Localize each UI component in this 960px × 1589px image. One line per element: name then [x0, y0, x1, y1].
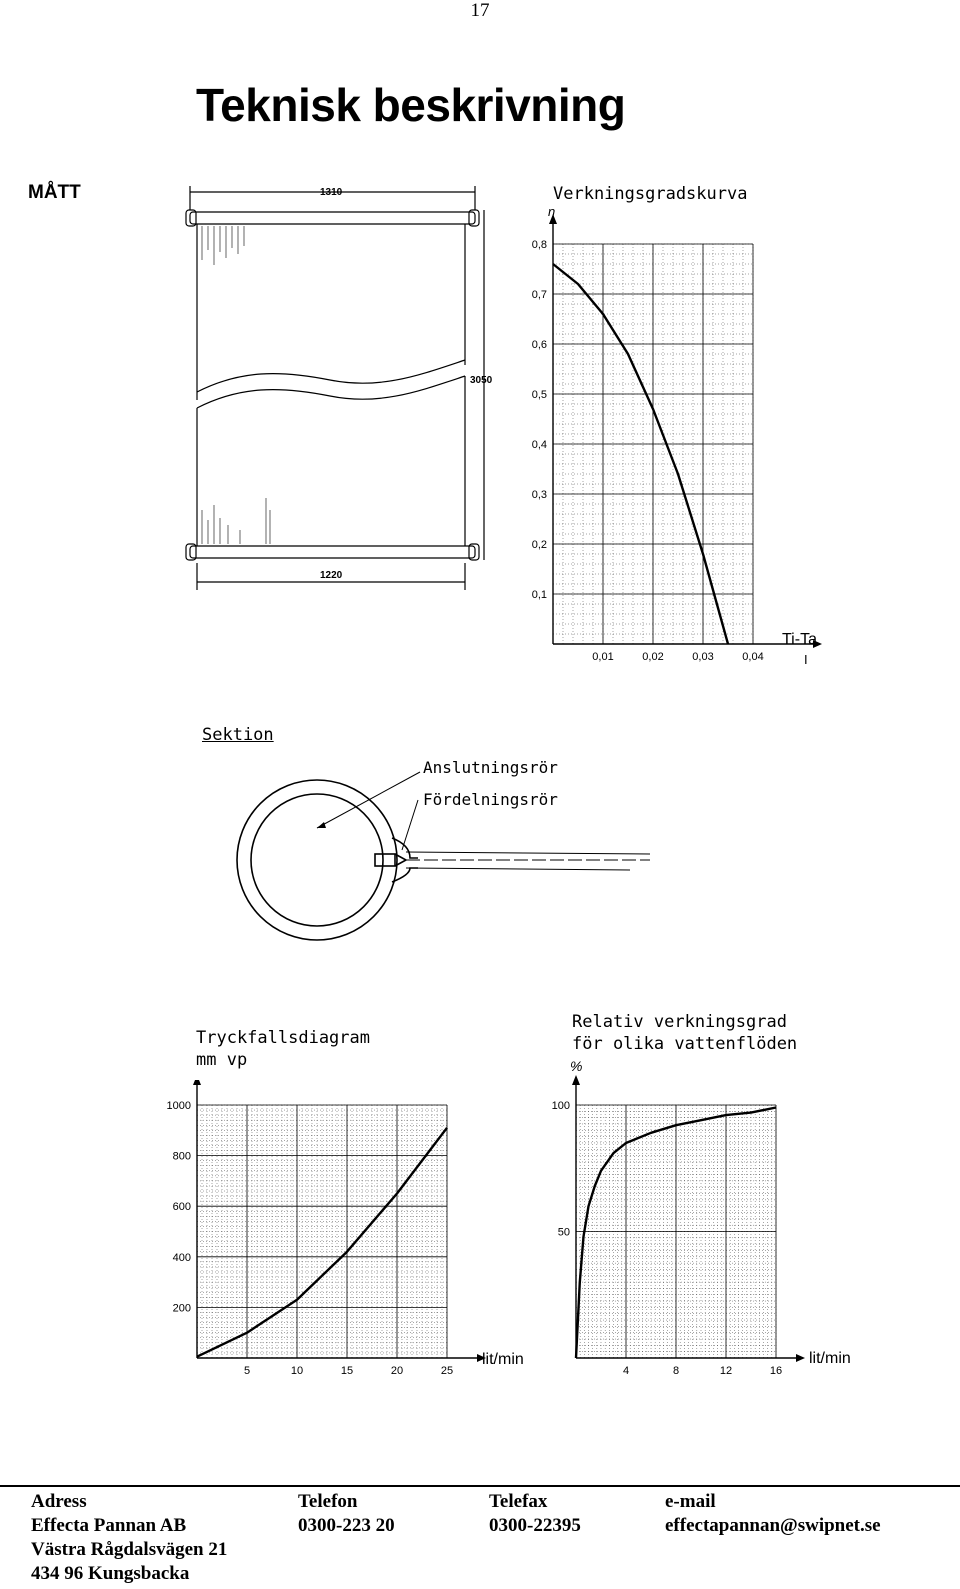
footer-email-header: e-mail	[665, 1491, 716, 1512]
x-tick-label: 16	[769, 1365, 783, 1377]
footer-address-header: Adress	[31, 1491, 87, 1512]
dimensions-heading: MÅTT	[28, 182, 81, 203]
page-number: 17	[470, 0, 490, 21]
y-tick-label: 100	[551, 1100, 570, 1112]
footer-phone-value: 0300-223 20	[298, 1515, 395, 1536]
footer-address-line: 434 96 Kungsbacka	[31, 1563, 190, 1584]
x-tick-label: 15	[340, 1365, 354, 1377]
pressure-drop-chart-ylabel: mm vp	[196, 1050, 248, 1070]
dimension-width-top: 1310	[320, 187, 343, 198]
footer-phone-header: Telefon	[298, 1491, 358, 1512]
y-axis-arrow	[193, 1080, 201, 1085]
y-tick-label: 600	[172, 1201, 191, 1214]
x-tick-label: 0,03	[692, 651, 714, 663]
pipe-section-drawing	[220, 750, 680, 960]
x-axis-label: lit/min	[809, 1350, 851, 1367]
x-axis-arrow	[796, 1354, 805, 1362]
x-tick-label: 0,01	[592, 651, 614, 663]
relative-efficiency-chart-title: Relativ verkningsgrad	[572, 1012, 787, 1032]
x-tick-label: 12	[719, 1365, 733, 1377]
footer-fax-value: 0300-22395	[489, 1515, 581, 1536]
x-axis-label: lit/min	[482, 1351, 524, 1368]
y-tick-label: 0,5	[531, 389, 547, 401]
collector-dimension-drawing	[180, 180, 510, 600]
relative-efficiency-chart	[530, 1055, 900, 1400]
page-title: Teknisk beskrivning	[196, 79, 626, 131]
x-tick-label: 0,04	[742, 651, 764, 663]
relative-efficiency-chart-subtitle: för olika vattenflöden	[572, 1034, 798, 1054]
y-tick-label: 50	[557, 1226, 570, 1239]
x-tick-label: 8	[672, 1365, 680, 1377]
pressure-drop-chart-title: Tryckfallsdiagram	[196, 1028, 370, 1048]
dimension-width-bottom: 1220	[320, 570, 343, 581]
y-axis-label: η	[548, 204, 556, 219]
y-tick-label: 800	[172, 1150, 191, 1163]
x-tick-label: 4	[622, 1365, 630, 1377]
footer-divider	[0, 1485, 960, 1487]
x-axis-label-denominator: I	[804, 652, 808, 667]
footer-address-line: Effecta Pannan AB	[31, 1515, 187, 1536]
y-tick-label: 0,2	[531, 539, 547, 551]
x-tick-label: 5	[243, 1365, 251, 1377]
x-tick-label: 0,02	[642, 651, 664, 663]
dimension-height: 3050	[470, 375, 493, 386]
y-tick-label: 1000	[166, 1100, 191, 1112]
footer-email	[665, 1490, 881, 1538]
footer-phone	[298, 1490, 395, 1538]
y-tick-label: 0,1	[531, 589, 547, 601]
callout-connection-pipe: Anslutningsrör	[423, 758, 558, 777]
y-tick-label: 0,3	[531, 489, 547, 501]
y-axis-label: %	[570, 1058, 583, 1074]
x-tick-label: 25	[440, 1365, 454, 1377]
footer-fax-header: Telefax	[489, 1491, 548, 1512]
y-tick-label: 0,7	[531, 289, 547, 301]
x-tick-label: 20	[390, 1365, 404, 1377]
footer-address	[31, 1490, 227, 1586]
y-axis-arrow	[572, 1075, 580, 1085]
y-tick-label: 200	[172, 1302, 191, 1315]
footer-address-line: Västra Rågdalsvägen 21	[31, 1539, 228, 1560]
y-tick-label: 0,8	[531, 239, 547, 251]
footer-fax	[489, 1490, 581, 1538]
pressure-drop-chart	[150, 1080, 570, 1400]
callout-distribution-pipe: Fördelningsrör	[423, 790, 558, 809]
footer-email-value: effectapannan@swipnet.se	[665, 1515, 881, 1536]
y-tick-label: 0,6	[531, 339, 547, 351]
y-tick-label: 0,4	[531, 439, 547, 451]
efficiency-chart	[510, 200, 860, 680]
efficiency-chart-title: Verkningsgradskurva	[553, 184, 748, 204]
x-tick-label: 10	[290, 1365, 304, 1377]
y-tick-label: 400	[172, 1251, 191, 1264]
section-label: Sektion	[202, 725, 274, 745]
x-axis-label: Ti-Ta	[782, 631, 817, 648]
